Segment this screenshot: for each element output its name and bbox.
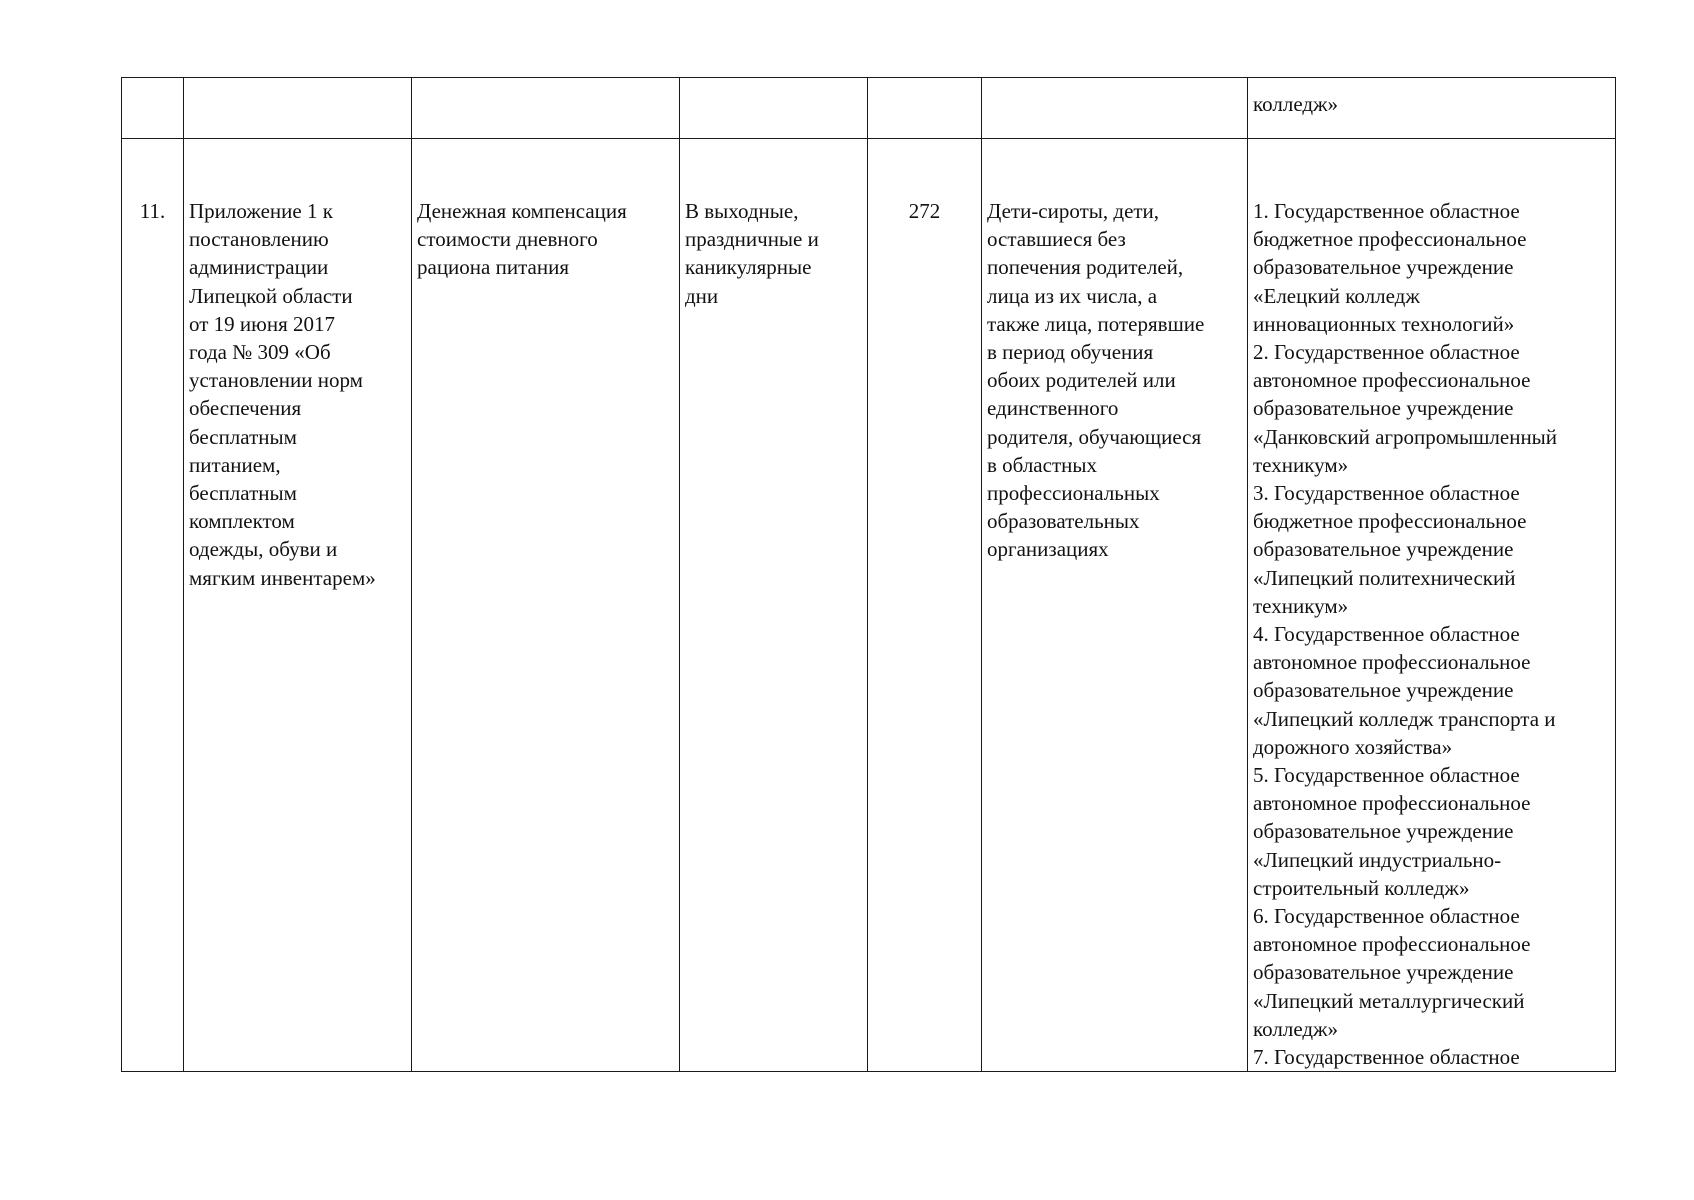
recipients-text: Дети-сироты, дети, оставшиеся без попечения родителей, лица из их числа, а также лица, потерявшие в период обучения обоих родителей или единственного родителя, обучающиеся в областных профессиональных образовательных организациях <box>987 199 1205 562</box>
cont-cell-document <box>184 78 412 139</box>
document-text: Приложение 1 к постановлению администрации Липецкой области от 19 июня 2017 года № 309 «Об установлении норм обеспечения бесплатным питанием, бесплатным комплектом одежды, обуви и мягким инвентарем» <box>189 199 376 590</box>
service-cell <box>412 139 680 1072</box>
period-text: В выходные, праздничные и каникулярные дни <box>685 199 819 308</box>
table-row <box>122 139 1616 1072</box>
service-text: Денежная компенсация стоимости дневного рациона питания <box>417 199 627 280</box>
cont-institutions-text: колледж» <box>1253 92 1339 116</box>
institutions-cell <box>1248 139 1616 1072</box>
institutions-text: 1. Государственное областное бюджетное профессиональное образовательное учреждение «Елецкий колледж инновационных технологий» 2. Государственное областное автономное профессиональное образовательное учреждение «Данковский агропромышленный техникум» 3. Государственное областное бюджетное профессиональное образовательное учреждение «Липецкий политехнический техникум» 4. Государственное областное автономное профессиональное образовательное учреждение «Липецкий колледж транспорта и дорожного хозяйства» 5. Государственное областное автономное профессиональное образовательное учреждение «Липецкий индустриально- строительный колледж» 6. Государственное областное автономное профессиональное образовательное учреждение «Липецкий металлургический колледж» 7. Государственное областное <box>1253 199 1558 1070</box>
cont-cell-recipients <box>982 78 1248 139</box>
period-cell <box>680 139 868 1072</box>
cont-cell-period <box>680 78 868 139</box>
cont-cell-number <box>122 78 184 139</box>
cont-cell-amount <box>868 78 982 139</box>
benefits-table <box>121 77 1616 1072</box>
row-number: 11. <box>139 199 166 223</box>
document-cell <box>184 139 412 1072</box>
recipients-cell <box>982 139 1248 1072</box>
cont-cell-service <box>412 78 680 139</box>
cont-cell-institutions <box>1248 78 1616 139</box>
amount-cell <box>868 139 982 1072</box>
continuation-row <box>122 78 1616 139</box>
row-number-cell <box>122 139 184 1072</box>
amount-text: 272 <box>908 199 941 223</box>
